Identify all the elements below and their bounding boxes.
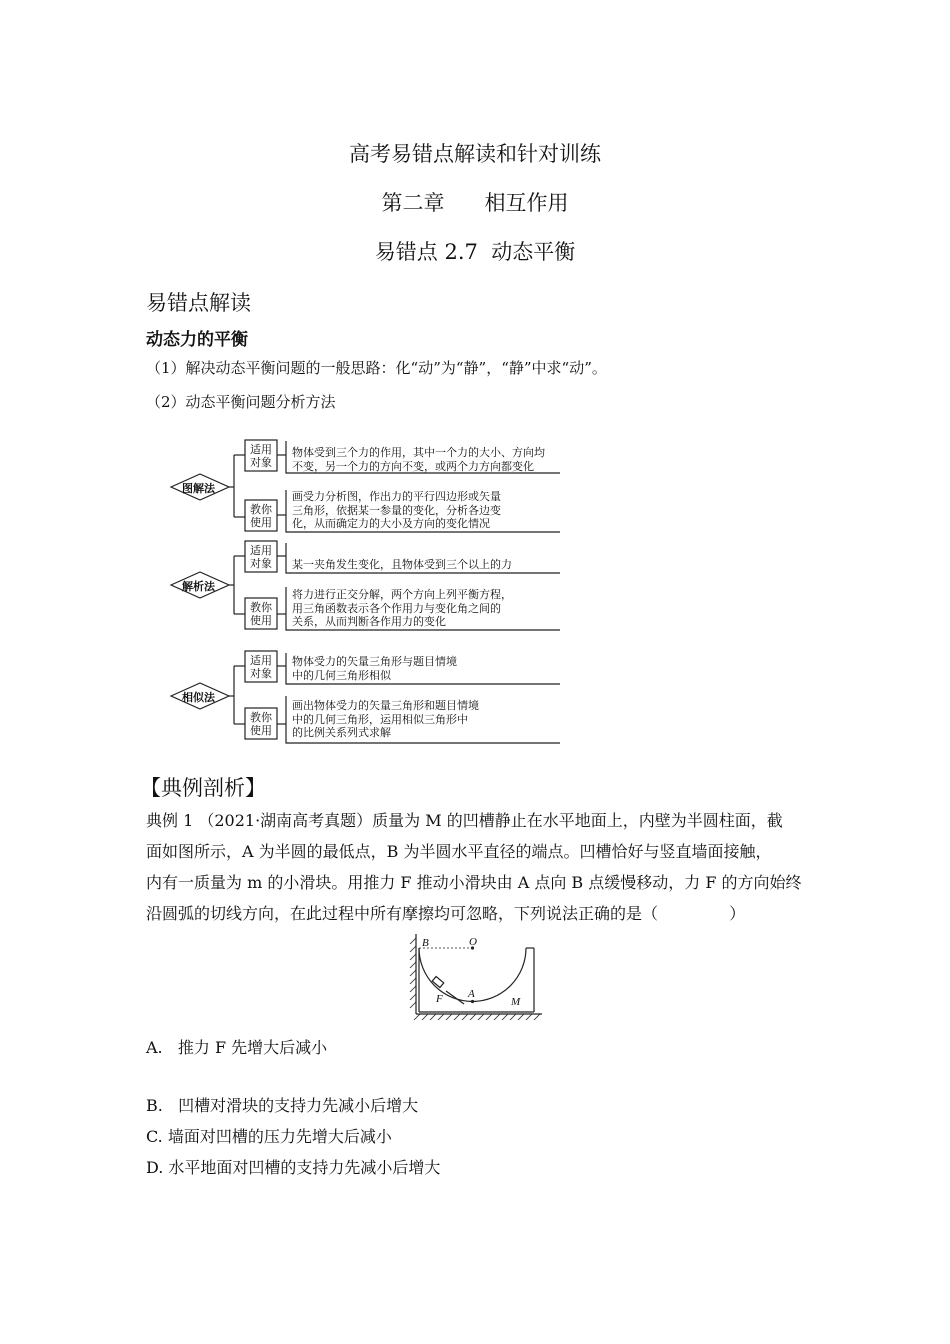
groove-figure <box>406 930 546 1022</box>
applicable-label: 适用 对象 <box>250 654 272 680</box>
label-F: F <box>436 993 443 1005</box>
label-M: M <box>511 996 521 1008</box>
example-1-text: 典例 1 （2021·湖南高考真题）质量为 M 的凹槽静止在水平地面上，内壁为半圆柱面，截 面如图所示，A 为半圆的最低点，B 为半圆水平直径的端点。凹槽恰好与竖直墙面接触， 内有一质量为 m 的小滑块。用推力 F 推动小滑块由 A 点向 B 点缓慢移动，力 F 的方向始终 沿圆弧的切线方向，在此过程中所有摩擦均可忽略，下列说法正确的是（ ） <box>146 811 802 923</box>
applicable-text-analytical: 某一夹角发生变化，且物体受到三个以上的力 <box>292 558 512 571</box>
method-name-graphical: 图解法 <box>182 482 215 495</box>
section-heading-examples: 【典例剖析】 <box>140 776 266 800</box>
option-c: C. 墙面对凹槽的压力先增大后减小 <box>146 1127 392 1146</box>
method-name-similarity: 相似法 <box>182 691 215 704</box>
applicable-text-similarity: 物体受力的矢量三角形与题目情境 中的几何三角形相似 <box>292 655 457 682</box>
point-title: 易错点 2.7 动态平衡 <box>374 240 576 264</box>
teach-label: 教你 使用 <box>250 601 272 627</box>
teach-text-analytical: 将力进行正交分解，两个方向上列平衡方程， 用三角函数表示各个作用力与变化角之间的 关系，从而判断各作用力的变化 <box>292 588 512 628</box>
applicable-text-graphical: 物体受到三个力的作用，其中一个力的大小、方向均 不变，另一个力的方向不变，或两个力方向都变化 <box>292 446 545 473</box>
label-O: O <box>469 936 477 948</box>
subheading-dynamic-balance: 动态力的平衡 <box>146 330 248 350</box>
applicable-label: 适用 对象 <box>250 443 272 469</box>
document-title: 高考易错点解读和针对训练 <box>349 142 601 166</box>
methods-diagram <box>168 434 568 746</box>
option-a: A. 推力 F 先增大后减小 <box>146 1038 328 1057</box>
teach-label: 教你 使用 <box>250 711 272 737</box>
teach-text-graphical: 画受力分析图，作出力的平行四边形或矢量 三角形，依据某一参量的变化，分析各边变 化，从而确定力的大小及方向的变化情况 <box>292 490 501 530</box>
label-A: A <box>468 988 475 1000</box>
chapter-title: 第二章 相互作用 <box>381 191 569 215</box>
item-analysis-methods: （2）动态平衡问题分析方法 <box>146 393 336 411</box>
applicable-label: 适用 对象 <box>250 544 272 570</box>
teach-text-similarity: 画出物体受力的矢量三角形和题目情境 中的几何三角形，运用相似三角形中 的比例关系列式求解 <box>292 699 479 739</box>
teach-label: 教你 使用 <box>250 503 272 529</box>
option-d: D. 水平地面对凹槽的支持力先减小后增大 <box>146 1158 441 1177</box>
method-name-analytical: 解析法 <box>182 580 215 593</box>
section-heading-explanation: 易错点解读 <box>146 291 251 315</box>
option-b: B. 凹槽对滑块的支持力先减小后增大 <box>146 1096 419 1115</box>
label-B: B <box>422 937 429 949</box>
item-general-approach: （1）解决动态平衡问题的一般思路：化“动”为“静”，“静”中求“动”。 <box>146 359 607 377</box>
